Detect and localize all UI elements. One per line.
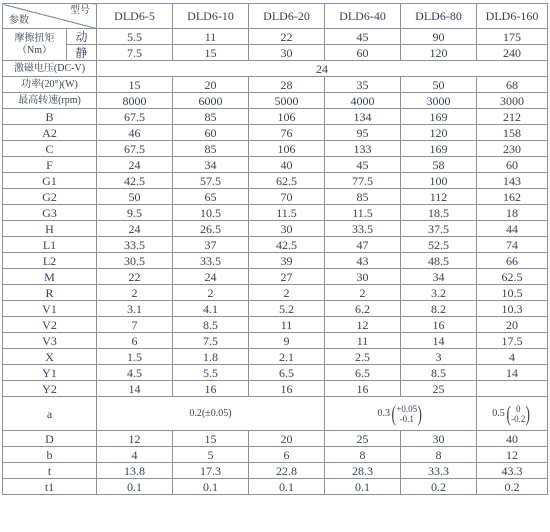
param-value: 0.1 [325, 479, 401, 495]
param-row [3, 221, 548, 237]
torque-label-cell [3, 29, 67, 61]
param-row [3, 285, 548, 301]
param-value: 62.5 [477, 269, 548, 285]
param-row [3, 253, 548, 269]
param-value [477, 381, 548, 397]
param-row [3, 237, 548, 253]
param-row [3, 381, 548, 397]
torque-dynamic-label: 动 [67, 29, 97, 45]
model-header: DLD6-5 [97, 4, 173, 29]
param-value: 24 [97, 221, 173, 237]
param-value: 0.1 [249, 479, 325, 495]
param-value: 112 [401, 189, 477, 205]
tolerance-value-group2 [325, 397, 477, 431]
torque-static-value: 15 [173, 45, 249, 61]
param-value: 8.5 [173, 317, 249, 333]
param-label: G1 [3, 173, 97, 189]
param-value: 212 [477, 109, 548, 125]
param-label: V3 [3, 333, 97, 349]
param-value: 60 [477, 157, 548, 173]
param-value: 68 [477, 77, 548, 93]
tolerance-base: 0.3 [377, 407, 390, 419]
param-value: 158 [477, 125, 548, 141]
param-value: 10.5 [173, 205, 249, 221]
param-label: t [3, 463, 97, 479]
param-value: 33.5 [97, 237, 173, 253]
tolerance-limits [511, 404, 525, 424]
param-label: t1 [3, 479, 97, 495]
param-value: 85 [173, 109, 249, 125]
param-value: 52.5 [401, 237, 477, 253]
param-value: 16 [325, 381, 401, 397]
param-label: C [3, 141, 97, 157]
param-value: 70 [249, 189, 325, 205]
param-value: 39 [249, 253, 325, 269]
param-value: 57.5 [173, 173, 249, 189]
param-value: 3 [401, 349, 477, 365]
param-value: 16 [173, 381, 249, 397]
param-value: 1.8 [173, 349, 249, 365]
param-value: 6.5 [325, 365, 401, 381]
torque-label-line2: （Nm） [17, 44, 52, 56]
param-row [3, 349, 548, 365]
param-value: 12 [97, 431, 173, 447]
param-value: 16 [249, 381, 325, 397]
param-value: 45 [325, 157, 401, 173]
param-value: 85 [325, 189, 401, 205]
param-value: 6000 [173, 93, 249, 109]
param-value: 6 [249, 447, 325, 463]
param-value: 58 [401, 157, 477, 173]
torque-static-value: 240 [477, 45, 548, 61]
param-value: 24 [173, 269, 249, 285]
param-value: 62.5 [249, 173, 325, 189]
torque-static-value: 7.5 [97, 45, 173, 61]
param-value: 2 [173, 285, 249, 301]
param-value: 4.5 [97, 365, 173, 381]
torque-dynamic-value: 175 [477, 29, 548, 45]
param-value: 76 [249, 125, 325, 141]
param-value: 47 [325, 237, 401, 253]
param-value: 134 [325, 109, 401, 125]
left-paren-glyph: ( [391, 400, 396, 426]
param-value: 9.5 [97, 205, 173, 221]
voltage-label: 激磁电压(DC-V) [3, 61, 97, 77]
param-label: M [3, 269, 97, 285]
param-row [3, 77, 548, 93]
corner-model-label: 型号 [70, 5, 90, 16]
param-value: 11.5 [249, 205, 325, 221]
param-value: 11.5 [325, 205, 401, 221]
param-value: 67.5 [97, 109, 173, 125]
param-value: 4000 [325, 93, 401, 109]
param-row [3, 173, 548, 189]
param-value: 30 [249, 221, 325, 237]
param-value: 0.2 [477, 479, 548, 495]
param-label: X [3, 349, 97, 365]
param-value: 162 [477, 189, 548, 205]
torque-label-line1: 摩擦扭矩 [14, 32, 55, 44]
param-value: 6 [97, 333, 173, 349]
param-value: 43 [325, 253, 401, 269]
param-value: 3.2 [401, 285, 477, 301]
header-row [3, 4, 548, 29]
param-value: 106 [249, 109, 325, 125]
param-value: 0.2 [401, 479, 477, 495]
param-value: 8.2 [401, 301, 477, 317]
param-label: A2 [3, 125, 97, 141]
tolerance-value-group1: 0.2(±0.05) [97, 397, 325, 431]
param-value: 8.5 [401, 365, 477, 381]
torque-static-value: 120 [401, 45, 477, 61]
param-label: a [3, 397, 97, 431]
param-label: F [3, 157, 97, 173]
param-value: 3.1 [97, 301, 173, 317]
param-value: 169 [401, 141, 477, 157]
param-row [3, 93, 548, 109]
param-value: 169 [401, 109, 477, 125]
param-value: 106 [249, 141, 325, 157]
voltage-value: 24 [97, 61, 548, 77]
param-label: R [3, 285, 97, 301]
param-value: 50 [401, 77, 477, 93]
param-row [3, 157, 548, 173]
corner-header-cell [3, 4, 97, 29]
param-value: 17.3 [173, 463, 249, 479]
param-value: 46 [97, 125, 173, 141]
tolerance-lower: -0.2 [511, 413, 526, 424]
left-paren-glyph: ( [506, 400, 511, 426]
torque-dynamic-value: 11 [173, 29, 249, 45]
param-label: H [3, 221, 97, 237]
param-label: G3 [3, 205, 97, 221]
model-header: DLD6-160 [477, 4, 548, 29]
right-paren-glyph: ) [417, 400, 423, 426]
param-value: 33.5 [173, 253, 249, 269]
param-label: Y2 [3, 381, 97, 397]
param-value: 12 [477, 447, 548, 463]
param-value: 15 [97, 77, 173, 93]
param-value: 65 [173, 189, 249, 205]
param-value: 74 [477, 237, 548, 253]
param-value: 33.5 [325, 221, 401, 237]
param-value: 30.5 [97, 253, 173, 269]
voltage-row [3, 61, 548, 77]
param-value: 24 [97, 157, 173, 173]
param-value: 143 [477, 173, 548, 189]
param-value: 30 [401, 431, 477, 447]
param-value: 5.5 [173, 365, 249, 381]
param-value: 8000 [97, 93, 173, 109]
param-row [3, 189, 548, 205]
tolerance-upper: 0 [516, 403, 521, 414]
param-value: 100 [401, 173, 477, 189]
param-label: V2 [3, 317, 97, 333]
param-value: 2 [325, 285, 401, 301]
param-value: 6.2 [325, 301, 401, 317]
param-value: 28.3 [325, 463, 401, 479]
param-value: 14 [97, 381, 173, 397]
param-value: 28 [249, 77, 325, 93]
param-value: 7.5 [173, 333, 249, 349]
param-row [3, 125, 548, 141]
param-value: 34 [173, 157, 249, 173]
param-value: 10.3 [477, 301, 548, 317]
param-row [3, 463, 548, 479]
tolerance-expression [492, 400, 531, 426]
param-value: 8 [401, 447, 477, 463]
param-row [3, 141, 548, 157]
param-label: b [3, 447, 97, 463]
param-value: 18.5 [401, 205, 477, 221]
param-value: 60 [173, 125, 249, 141]
param-value: 18 [477, 205, 548, 221]
param-value: 12 [325, 317, 401, 333]
param-label: 最高转速(rpm) [3, 93, 97, 109]
param-row [3, 269, 548, 285]
param-value: 3000 [401, 93, 477, 109]
param-value: 16 [401, 317, 477, 333]
param-value: 5 [173, 447, 249, 463]
torque-dynamic-row [3, 29, 548, 45]
param-value: 20 [173, 77, 249, 93]
param-label: Y1 [3, 365, 97, 381]
param-value: 3000 [477, 93, 548, 109]
param-value: 14 [401, 333, 477, 349]
param-value: 85 [173, 141, 249, 157]
param-value: 33.3 [401, 463, 477, 479]
param-row [3, 447, 548, 463]
right-paren-glyph: ) [525, 400, 531, 426]
param-value: 6.5 [249, 365, 325, 381]
param-value: 14 [477, 365, 548, 381]
torque-static-label: 静 [67, 45, 97, 61]
param-label: L2 [3, 253, 97, 269]
param-label: D [3, 431, 97, 447]
param-label: B [3, 109, 97, 125]
model-header: DLD6-80 [401, 4, 477, 29]
param-value: 10.5 [477, 285, 548, 301]
param-value: 11 [325, 333, 401, 349]
param-value: 230 [477, 141, 548, 157]
tolerance-row [3, 397, 548, 431]
param-value: 17.5 [477, 333, 548, 349]
param-value: 4 [477, 349, 548, 365]
param-value: 26.5 [173, 221, 249, 237]
param-value: 8 [325, 447, 401, 463]
param-value: 25 [325, 431, 401, 447]
param-value: 42.5 [97, 173, 173, 189]
param-row [3, 205, 548, 221]
param-value: 11 [249, 317, 325, 333]
param-value: 20 [249, 431, 325, 447]
param-value: 2.5 [325, 349, 401, 365]
param-value: 5000 [249, 93, 325, 109]
param-value: 4 [97, 447, 173, 463]
param-row [3, 365, 548, 381]
param-row [3, 301, 548, 317]
param-value: 22 [97, 269, 173, 285]
model-header: DLD6-40 [325, 4, 401, 29]
param-row [3, 333, 548, 349]
param-value: 27 [249, 269, 325, 285]
param-value: 37 [173, 237, 249, 253]
tolerance-value-group3 [477, 397, 548, 431]
tolerance-base: 0.5 [492, 407, 505, 419]
param-label: G2 [3, 189, 97, 205]
param-value: 2.1 [249, 349, 325, 365]
param-value: 40 [477, 431, 548, 447]
param-value: 95 [325, 125, 401, 141]
param-value: 120 [401, 125, 477, 141]
param-value: 4.1 [173, 301, 249, 317]
model-header: DLD6-10 [173, 4, 249, 29]
param-value: 1.5 [97, 349, 173, 365]
param-label: L1 [3, 237, 97, 253]
param-value: 7 [97, 317, 173, 333]
param-row [3, 317, 548, 333]
param-label: V1 [3, 301, 97, 317]
param-value: 20 [477, 317, 548, 333]
param-value: 22.8 [249, 463, 325, 479]
param-value: 9 [249, 333, 325, 349]
param-value: 34 [401, 269, 477, 285]
param-row [3, 109, 548, 125]
tolerance-limits [396, 404, 417, 424]
param-value: 13.8 [97, 463, 173, 479]
param-value: 35 [325, 77, 401, 93]
param-label: 功率(20°)(W) [3, 77, 97, 93]
model-header: DLD6-20 [249, 4, 325, 29]
param-value: 2 [249, 285, 325, 301]
param-value: 77.5 [325, 173, 401, 189]
param-value: 30 [325, 269, 401, 285]
corner-param-label: 参数 [9, 15, 29, 26]
torque-dynamic-value: 22 [249, 29, 325, 45]
param-value: 37.5 [401, 221, 477, 237]
param-row [3, 431, 548, 447]
param-value: 5.2 [249, 301, 325, 317]
torque-static-value: 60 [325, 45, 401, 61]
param-value: 44 [477, 221, 548, 237]
torque-dynamic-value: 5.5 [97, 29, 173, 45]
param-value: 15 [173, 431, 249, 447]
param-value: 43.3 [477, 463, 548, 479]
param-value: 0.1 [97, 479, 173, 495]
torque-static-row [3, 45, 548, 61]
param-value: 48.5 [401, 253, 477, 269]
param-value: 50 [97, 189, 173, 205]
param-value: 2 [97, 285, 173, 301]
param-value: 25 [401, 381, 477, 397]
torque-static-value: 30 [249, 45, 325, 61]
param-value: 40 [249, 157, 325, 173]
param-value: 0.1 [173, 479, 249, 495]
param-value: 66 [477, 253, 548, 269]
torque-dynamic-value: 90 [401, 29, 477, 45]
tolerance-expression [377, 400, 424, 426]
torque-dynamic-value: 45 [325, 29, 401, 45]
param-row [3, 479, 548, 495]
tolerance-upper: +0.05 [396, 403, 418, 414]
param-value: 42.5 [249, 237, 325, 253]
spec-table [2, 3, 548, 495]
tolerance-lower: -0.1 [399, 413, 414, 424]
param-value: 133 [325, 141, 401, 157]
param-value: 67.5 [97, 141, 173, 157]
